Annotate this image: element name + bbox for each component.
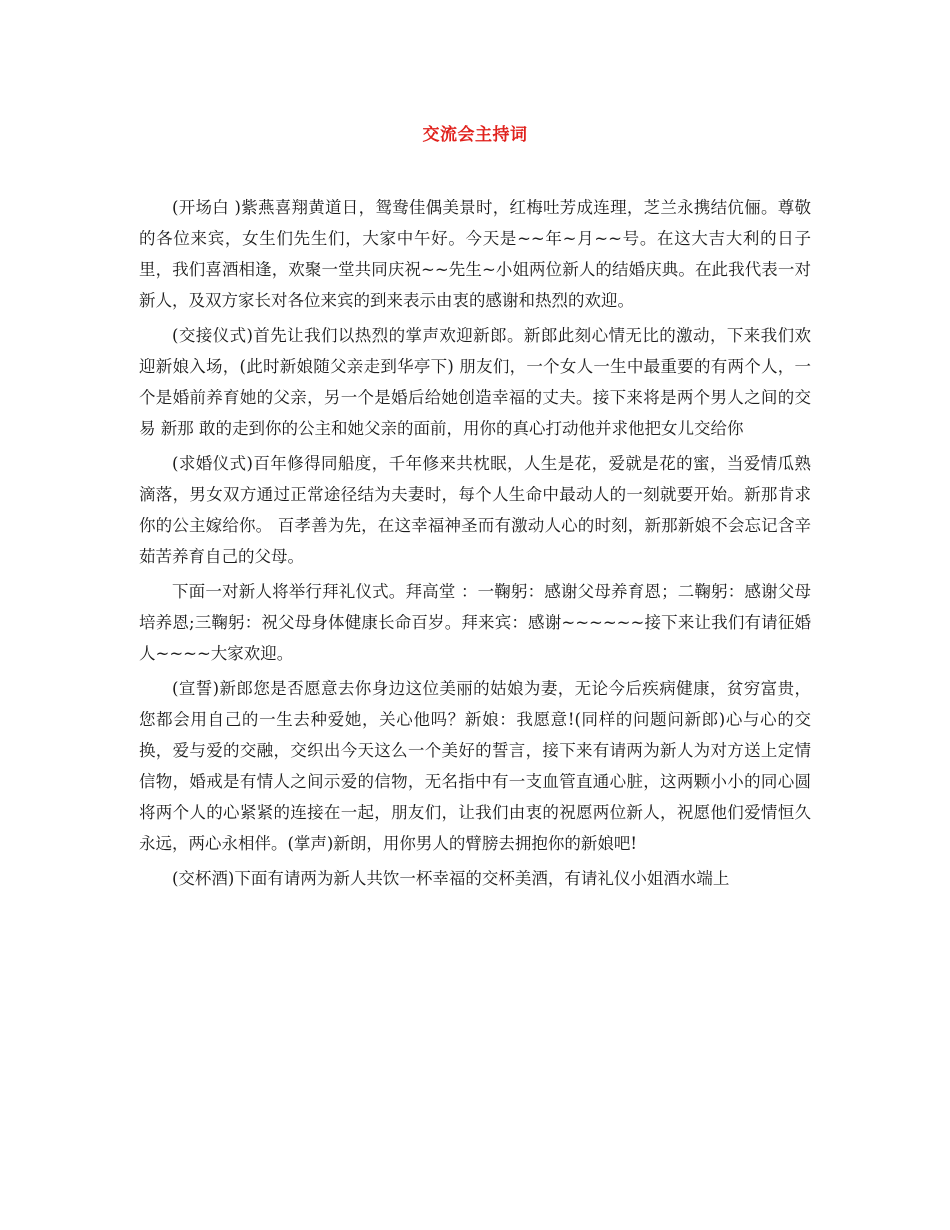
paragraph-handover-ceremony: (交接仪式)首先让我们以热烈的掌声欢迎新郎。新郎此刻心情无比的激动，下来我们欢迎新娘入场，(此时新娘随父亲走到华亭下) 朋友们，一个女人一生中最重要的有两个人，一个是婚前养育她的父亲，另一个是婚后给她创造幸福的丈夫。接下来将是两个男人之间的交易 新那 敢的走到你的公主和她父亲的面前，用你的真心打动他并求他把女儿交给你	[139, 326, 811, 438]
paragraph-proposal-ceremony: (求婚仪式)百年修得同船度，千年修来共枕眠，人生是花，爱就是花的蜜，当爱情瓜熟滴落，男女双方通过正常途径结为夫妻时，每个人生命中最动人的一刻就要开始。新那肯求你的公主嫁给你。 百孝善为先，在这幸福神圣而有激动人心的时刻，新那新娘不会忘记含辛茹苦养育自己的父母。	[139, 454, 811, 566]
paragraph-toast: (交杯酒)下面有请两为新人共饮一杯幸福的交杯美酒，有请礼仪小姐酒水端上	[172, 869, 730, 888]
document-title: 交流会主持词	[422, 125, 528, 145]
document-page	[139, 118, 811, 898]
paragraph-opening: (开场白 )紫燕喜翔黄道日，鸳鸯佳偶美景时，红梅吐芳成连理，芝兰永携结伉俪。尊敬的各位来宾，女生们先生们，大家中午好。今天是~~年~月~~号。在这大吉大利的日子里，我们喜酒相逢，欢聚一堂共同庆祝~~先生~小姐两位新人的结婚庆典。在此我代表一对新人，及双方家长对各位来宾的到来表示由衷的感谢和热烈的欢迎。	[139, 198, 811, 310]
paragraph-bowing-ceremony: 下面一对新人将举行拜礼仪式。拜高堂 ：一鞠躬：感谢父母养育恩；二鞠躬：感谢父母培养恩;三鞠躬：祝父母身体健康长命百岁。拜来宾：感谢~~~~~~接下来让我们有请征婚人~~~~大家欢迎。	[139, 582, 811, 663]
paragraph-vows: (宣誓)新郎您是否愿意去你身边这位美丽的姑娘为妻，无论今后疾病健康，贫穷富贵，您都会用自己的一生去种爱她，关心他吗？新娘：我愿意!(同样的问题问新郎)心与心的交换，爱与爱的交融，交织出今天这么一个美好的誓言，接下来有请两为新人为对方送上定情信物，婚戒是有情人之间示爱的信物，无名指中有一支血管直通心脏，这两颗小小的同心圆将两个人的心紧紧的连接在一起，朋友们，让我们由衷的祝愿两位新人，祝愿他们爱情恒久永远，两心永相伴。(掌声)新朗，用你男人的臂膀去拥抱你的新娘吧!	[139, 679, 811, 853]
